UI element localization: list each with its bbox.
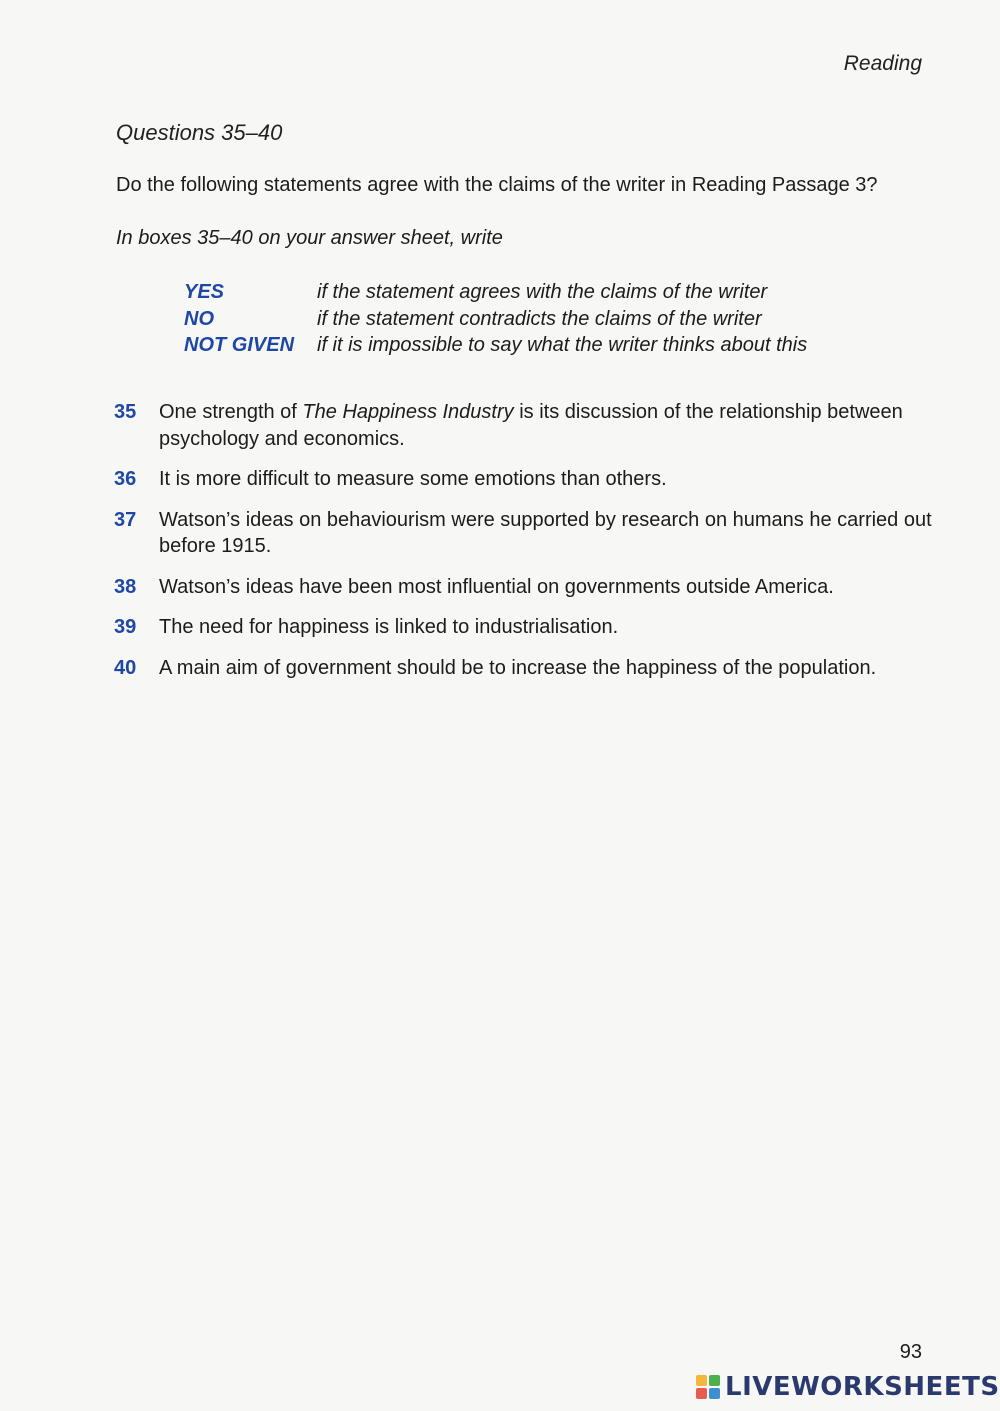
question-text: Watson’s ideas have been most influential on governments outside America. [159, 575, 834, 598]
legend-key: YES [184, 281, 225, 303]
legend-key: NOT GIVEN [184, 334, 295, 356]
liveworksheets-logo-icon [696, 1375, 720, 1399]
question-text-end: is its discussion of the relationship between psychology and economics. [159, 401, 903, 450]
question-number: 37 [114, 508, 137, 531]
book-title: The Happiness Industry [302, 401, 514, 423]
question-number: 35 [114, 401, 137, 423]
legend-row-yes [184, 281, 884, 308]
question-text: The need for happiness is linked to industrialisation. [159, 616, 619, 638]
watermark-text: LIVEWORKSHEETS [725, 1372, 1000, 1402]
question-text: It is more difficult to measure some emotions than others. [159, 468, 667, 490]
section-heading: Questions 35–40 [116, 120, 283, 145]
answer-note: In boxes 35–40 on your answer sheet, write [116, 227, 503, 249]
running-head: Reading [843, 52, 922, 75]
logo-tile [709, 1388, 720, 1399]
question-number: 36 [114, 468, 137, 490]
watermark[interactable] [696, 1374, 1000, 1400]
legend-desc: if the statement contradicts the claims of the writer [317, 307, 762, 330]
question-item-38 [114, 574, 934, 601]
legend-row-no [184, 308, 884, 335]
question-item-37 [114, 507, 934, 560]
legend-desc: if the statement agrees with the claims of the writer [317, 281, 768, 303]
legend-row-not-given [184, 334, 884, 361]
logo-tile [696, 1388, 707, 1399]
question-item-40 [114, 655, 934, 682]
question-text [159, 399, 934, 452]
question-number: 39 [114, 616, 137, 638]
question-item-35 [114, 399, 934, 452]
question-text: Watson’s ideas on behaviourism were supported by research on humans he carried out before 1915. [159, 508, 932, 557]
question-list [114, 399, 934, 695]
logo-tile [709, 1375, 720, 1386]
question-item-36 [114, 466, 934, 493]
question-number: 38 [114, 575, 137, 598]
legend-desc: if it is impossible to say what the writer thinks about this [317, 334, 808, 356]
logo-tile [696, 1375, 707, 1386]
legend-key: NO [184, 307, 214, 330]
question-text: A main aim of government should be to increase the happiness of the population. [159, 656, 877, 679]
question-number: 40 [114, 656, 137, 679]
instruction-text: Do the following statements agree with the claims of the writer in Reading Passage 3? [116, 174, 878, 196]
page-number: 93 [899, 1341, 922, 1363]
answer-legend [184, 281, 884, 361]
question-text-start: One strength of [159, 401, 303, 423]
question-item-39 [114, 614, 934, 641]
